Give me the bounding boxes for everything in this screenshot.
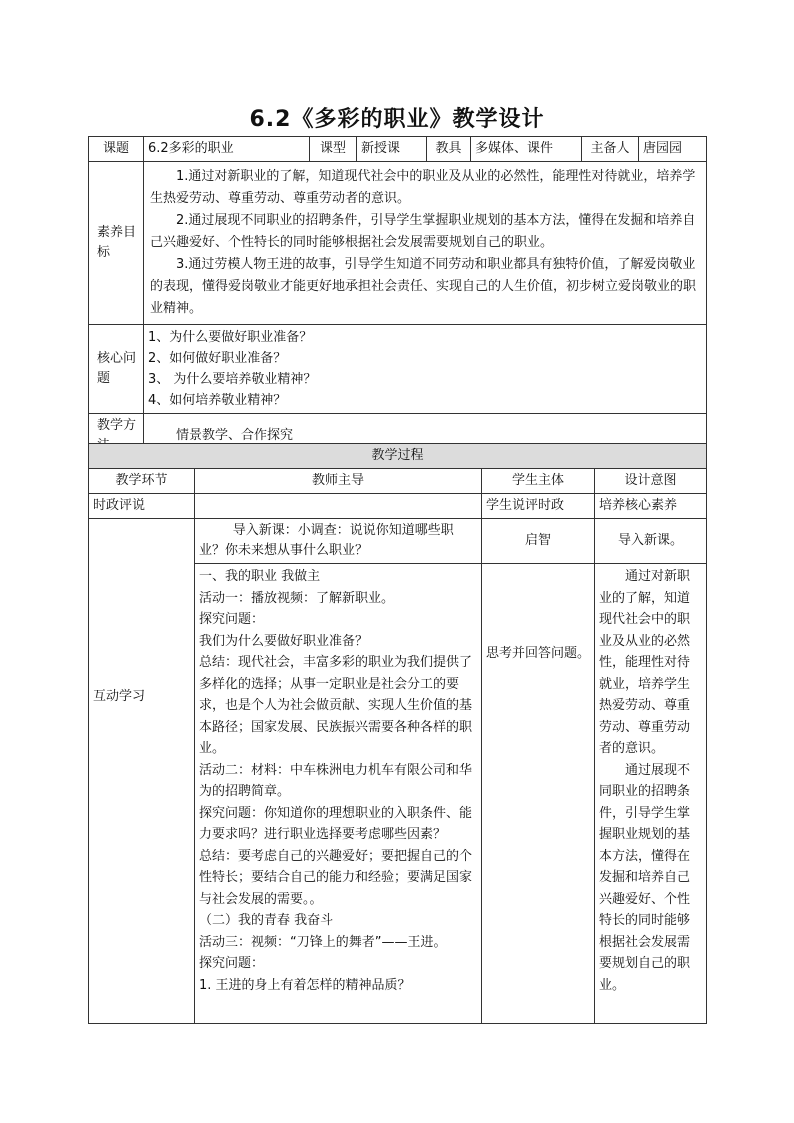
core-questions-content xyxy=(144,325,707,414)
teaching-process-table xyxy=(88,443,707,1024)
teacher-line: 探究问题： xyxy=(199,956,265,971)
process-header: 教学过程 xyxy=(89,444,707,469)
method-label: 教学方 xyxy=(89,414,144,459)
teacher-cell xyxy=(195,564,482,1024)
col-header-teacher: 教师主导 xyxy=(195,469,482,494)
goal-item: 3.通过劳模人物王进的故事，引导学生知道不同劳动和职业都具有独特价值，了解爱岗敬业的表现，懂得爱岗敬业才能更好地承担社会责任、实现自己的人生价值，初步树立爱岗敬业的职业精神。 xyxy=(150,257,697,316)
core-question: 4、如何培养敬业精神？ xyxy=(148,393,287,408)
goals-label: 素养目标 xyxy=(89,162,144,325)
teacher-text: 导入新课：小调查：说说你知道哪些职业？你未来想从事什么职业？ xyxy=(199,523,454,558)
core-questions-label: 核心问题 xyxy=(89,325,144,414)
teacher-cell xyxy=(195,519,482,564)
teacher-line: 我们为什么要做好职业准备？ xyxy=(199,633,369,649)
tools-value: 多媒体、课件 xyxy=(471,137,582,162)
core-question: 3、 为什么要培养敬业精神？ xyxy=(148,372,317,387)
goal-item: 2.通过展现不同职业的招聘条件，引导学生掌握职业规划的基本方法，懂得在发掘和培养自己兴趣爱好、个性特长的同时能够根据社会发展需要规划自己的职业。 xyxy=(150,213,696,250)
teacher-line: 1. 王进的身上有着怎样的精神品质？ xyxy=(199,977,411,993)
lesson-label: 课题 xyxy=(89,137,144,162)
teacher-line: （二）我的青春 我奋斗 xyxy=(199,913,334,928)
core-question: 2、如何做好职业准备？ xyxy=(148,351,287,366)
teacher-line: 活动一：播放视频：了解新职业。 xyxy=(199,590,395,606)
teacher-cell xyxy=(195,494,482,519)
type-label: 课型 xyxy=(310,137,357,162)
intent-paragraph: 通过展现不同职业的招聘条件，引导学生掌握职业规划的基本方法，懂得在发掘和培养自己兴趣爱好、个性特长的同时能够根据社会发展需要规划自己的职业。 xyxy=(599,762,691,993)
type-value: 新授课 xyxy=(357,137,427,162)
lesson-value: 6.2多彩的职业 xyxy=(144,137,310,162)
teacher-line: 总结：现代社会，丰富多彩的职业为我们提供了多样化的选择；从事一定职业是社会分工的要求，也是个人为社会做贡献、实现人生价值的基本路径；国家发展、民族振兴需要各种各样的职业。 xyxy=(199,655,473,756)
stage-cell: 互动学习 xyxy=(89,519,195,1024)
intent-paragraph: 通过对新职业的了解，知道现代社会中的职业及从业的必然性，能理性对待就业，培养学生热爱劳动、尊重劳动、尊重劳动者的意识。 xyxy=(599,569,691,756)
student-cell: 启智 xyxy=(482,519,595,564)
teacher-line: 一、我的职业 我做主 xyxy=(199,569,321,584)
col-header-intent: 设计意图 xyxy=(595,469,707,494)
goals-content xyxy=(144,162,707,325)
intent-cell: 培养核心素养 xyxy=(595,494,707,519)
preparer-label: 主备人 xyxy=(582,137,639,162)
teacher-line: 活动二：材料：中车株洲电力机车有限公司和华为的招聘简章。 xyxy=(199,762,473,799)
student-cell: 学生说评时政 xyxy=(482,494,595,519)
stage-cell: 时政评说 xyxy=(89,494,195,519)
core-question: 1、为什么要做好职业准备？ xyxy=(148,330,313,345)
teacher-line: 探究问题：你知道你的理想职业的入职条件、能力要求吗？进行职业选择要考虑哪些因素？ xyxy=(199,805,473,842)
intent-cell xyxy=(595,564,707,1024)
preparer-value: 唐园园 xyxy=(639,137,707,162)
document-title: 6.2《多彩的职业》教学设计 xyxy=(249,107,545,132)
method-value: 情景教学、合作探究 xyxy=(144,414,707,459)
teacher-line: 总结：要考虑自己的兴趣爱好；要把握自己的个性特长；要结合自己的能力和经验；要满足国家与社会发展的需要。。 xyxy=(199,848,473,907)
goal-item: 1.通过对新职业的了解，知道现代社会中的职业及从业的必然性，能理性对待就业，培养学生热爱劳动、尊重劳动、尊重劳动者的意识。 xyxy=(150,169,696,206)
teacher-line: 活动三：视频：“刀锋上的舞者”——王进。 xyxy=(199,934,447,950)
teacher-line: 探究问题： xyxy=(199,612,265,627)
intent-cell: 导入新课。 xyxy=(595,519,707,564)
col-header-student: 学生主体 xyxy=(482,469,595,494)
student-cell: 思考并回答问题。 xyxy=(482,564,595,1024)
lesson-info-table xyxy=(88,136,707,459)
col-header-stage: 教学环节 xyxy=(89,469,195,494)
tools-label: 教具 xyxy=(427,137,471,162)
